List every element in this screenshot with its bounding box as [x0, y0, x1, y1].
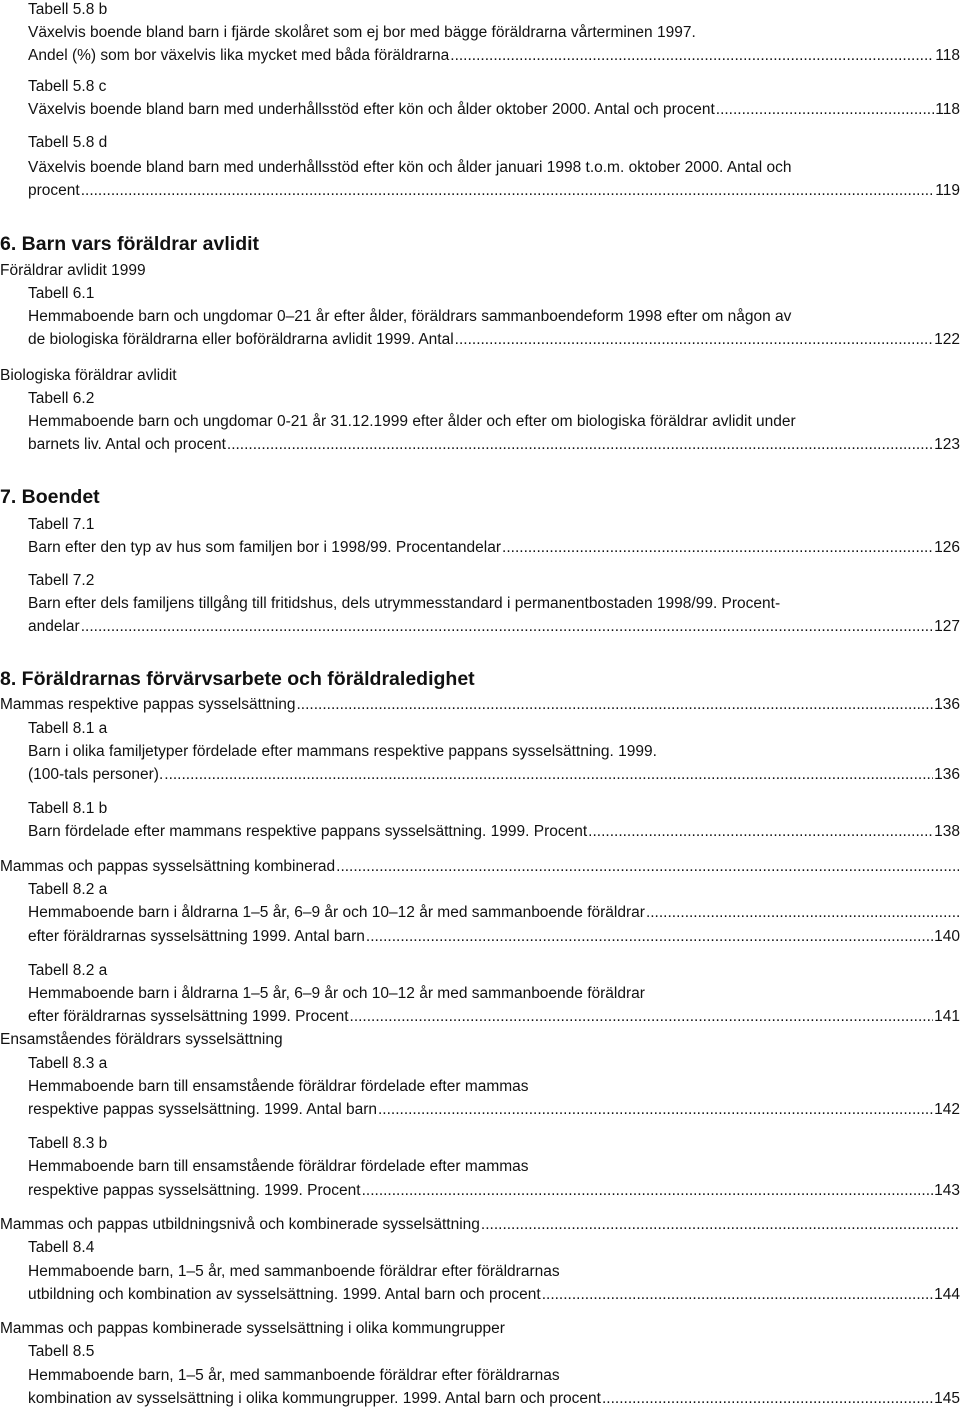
page-number: 122 — [934, 331, 960, 348]
dot-leader — [227, 435, 933, 455]
dot-leader — [481, 1215, 959, 1235]
toc-entry — [28, 822, 960, 842]
toc-entry-line: Tabell 8.3 b — [28, 1135, 108, 1152]
toc-entry-line: Tabell 8.2 a — [28, 881, 108, 898]
page-number: 140 — [934, 928, 960, 945]
dot-leader — [297, 695, 934, 715]
dot-leader — [588, 822, 933, 842]
toc-entry — [28, 100, 960, 120]
toc-entry-title: Andel (%) som bor växelvis lika mycket med båda föräldrarna — [28, 47, 450, 64]
toc-entry — [28, 330, 960, 350]
toc-entry — [28, 538, 960, 558]
toc-entry-title: utbildning och kombination av sysselsättning. 1999. Antal barn och procent — [28, 1286, 541, 1303]
subsection-title: Ensamståendes föräldrars sysselsättning — [0, 1031, 283, 1048]
dot-leader — [81, 181, 935, 201]
toc-entry — [28, 1181, 960, 1201]
toc-entry-line: Hemmaboende barn, 1–5 år, med sammanboende föräldrar efter föräldrarnas — [28, 1263, 560, 1280]
page-number: 119 — [935, 182, 960, 199]
toc-entry-title: de biologiska föräldrarna eller boföräldrarna avlidit 1999. Antal — [28, 331, 454, 348]
toc-entry-line: Tabell 8.4 — [28, 1239, 95, 1256]
dot-leader — [716, 100, 935, 120]
toc-entry-line: Tabell 7.2 — [28, 572, 95, 589]
toc-entry-title: procent — [28, 182, 80, 199]
toc-entry-line: Tabell 6.2 — [28, 390, 95, 407]
toc-entry-line: Tabell 8.5 — [28, 1343, 95, 1360]
toc-entry-line: Barn i olika familjetyper fördelade efter mammans respektive pappans sysselsättning. 1999. — [28, 743, 657, 760]
page-number: 143 — [934, 1182, 960, 1199]
toc-entry-title: (100-tals personer). — [28, 766, 164, 783]
toc-entry-title: Barn fördelade efter mammans respektive pappans sysselsättning. 1999. Procent — [28, 823, 588, 840]
section-heading: 7. Boendet — [0, 486, 100, 508]
page-number: 126 — [934, 539, 960, 556]
dot-leader — [542, 1285, 933, 1305]
page-number: 127 — [934, 618, 960, 635]
subsection-title: Föräldrar avlidit 1999 — [0, 262, 146, 279]
section-heading: 8. Föräldrarnas förvärvsarbete och föräldraledighet — [0, 668, 475, 690]
toc-entry — [28, 46, 960, 66]
toc-entry — [0, 695, 960, 715]
page-number: 142 — [934, 1101, 960, 1118]
toc-entry — [28, 435, 960, 455]
toc-entry-title: efter föräldrarnas sysselsättning 1999. Procent — [28, 1008, 349, 1025]
toc-entry-title: Mammas respektive pappas sysselsättning — [0, 696, 296, 713]
section-heading: 6. Barn vars föräldrar avlidit — [0, 233, 260, 255]
page-number: 136 — [934, 766, 960, 783]
dot-leader — [502, 538, 933, 558]
toc-entry-title: respektive pappas sysselsättning. 1999. Procent — [28, 1182, 361, 1199]
toc-entry — [28, 617, 960, 637]
dot-leader — [366, 927, 933, 947]
toc-entry-title: respektive pappas sysselsättning. 1999. Antal barn — [28, 1101, 377, 1118]
toc-entry — [0, 857, 960, 877]
dot-leader — [455, 330, 933, 350]
page-number: 141 — [934, 1008, 960, 1025]
toc-entry-line: Hemmaboende barn och ungdomar 0-21 år 31.12.1999 efter ålder och efter om biologiska föräldrar avlidit under — [28, 413, 796, 430]
toc-entry-title: andelar — [28, 618, 80, 635]
toc-entry — [28, 765, 960, 785]
toc-entry-title: Hemmaboende barn i åldrarna 1–5 år, 6–9 år och 10–12 år med sammanboende föräldrar — [28, 904, 645, 921]
toc-entry-line: Tabell 8.2 a — [28, 962, 108, 979]
dot-leader — [362, 1181, 934, 1201]
dot-leader — [164, 765, 933, 785]
dot-leader — [336, 857, 959, 877]
toc-entry-line: Tabell 5.8 b — [28, 1, 108, 18]
page-number: 144 — [934, 1286, 960, 1303]
page-number: 136 — [934, 696, 960, 713]
toc-entry — [28, 1100, 960, 1120]
toc-entry — [28, 927, 960, 947]
page-number: 118 — [935, 101, 960, 118]
toc-entry — [28, 1007, 960, 1027]
toc-entry-title: Växelvis boende bland barn med underhållsstöd efter kön och ålder oktober 2000. Antal och procent — [28, 101, 715, 118]
toc-entry-line: Hemmaboende barn, 1–5 år, med sammanboende föräldrar efter föräldrarnas — [28, 1367, 560, 1384]
dot-leader — [350, 1007, 934, 1027]
toc-entry-title: efter föräldrarnas sysselsättning 1999. Antal barn — [28, 928, 365, 945]
toc-entry-line: Tabell 6.1 — [28, 285, 95, 302]
toc-entry-line: Tabell 8.1 a — [28, 720, 108, 737]
toc-entry-line: Barn efter dels familjens tillgång till fritidshus, dels utrymmesstandard i permanentbostaden 1998/99. Procent- — [28, 595, 781, 612]
dot-leader — [378, 1100, 933, 1120]
toc-entry-line: Tabell 5.8 c — [28, 78, 107, 95]
toc-entry-title: kombination av sysselsättning i olika kommungrupper. 1999. Antal barn och procent — [28, 1390, 601, 1407]
subsection-title: Biologiska föräldrar avlidit — [0, 367, 177, 384]
toc-entry-line: Tabell 8.3 a — [28, 1055, 108, 1072]
toc-entry-line: Tabell 7.1 — [28, 516, 95, 533]
dot-leader — [81, 617, 933, 637]
toc-entry — [28, 181, 960, 201]
toc-entry-line: Hemmaboende barn i åldrarna 1–5 år, 6–9 år och 10–12 år med sammanboende föräldrar — [28, 985, 645, 1002]
toc-entry-line: Tabell 8.1 b — [28, 800, 108, 817]
toc-entry-line: Hemmaboende barn till ensamstående föräldrar fördelade efter mammas — [28, 1078, 529, 1095]
page-number: 123 — [934, 436, 960, 453]
toc-entry-title: Mammas och pappas utbildningsnivå och kombinerade sysselsättning — [0, 1216, 480, 1233]
toc-entry-title: barnets liv. Antal och procent — [28, 436, 226, 453]
dot-leader — [602, 1389, 933, 1409]
subsection-title: Mammas och pappas kombinerade sysselsättning i olika kommungrupper — [0, 1320, 505, 1337]
toc-entry-line: Växelvis boende bland barn i fjärde skolåret som ej bor med bägge föräldrarna vårterminen 1997. — [28, 24, 696, 41]
toc-entry-line: Växelvis boende bland barn med underhållsstöd efter kön och ålder januari 1998 t.o.m. oktober 2000. Antal och — [28, 159, 792, 176]
toc-entry-title: Mammas och pappas sysselsättning kombinerad — [0, 858, 336, 875]
page-number: 138 — [934, 823, 960, 840]
toc-entry-line: Tabell 5.8 d — [28, 134, 108, 151]
toc-entry — [28, 903, 960, 923]
dot-leader — [646, 903, 959, 923]
page-number: 118 — [935, 47, 960, 64]
toc-entry-line: Hemmaboende barn och ungdomar 0–21 år efter ålder, föräldrars sammanboendeform 1998 efter om någon av — [28, 308, 792, 325]
toc-entry-title: Barn efter den typ av hus som familjen bor i 1998/99. Procentandelar — [28, 539, 502, 556]
dot-leader — [450, 46, 934, 66]
page-number: 145 — [934, 1390, 960, 1407]
toc-entry — [28, 1285, 960, 1305]
toc-entry — [0, 1215, 960, 1235]
toc-entry — [28, 1389, 960, 1409]
toc-entry-line: Hemmaboende barn till ensamstående föräldrar fördelade efter mammas — [28, 1158, 529, 1175]
